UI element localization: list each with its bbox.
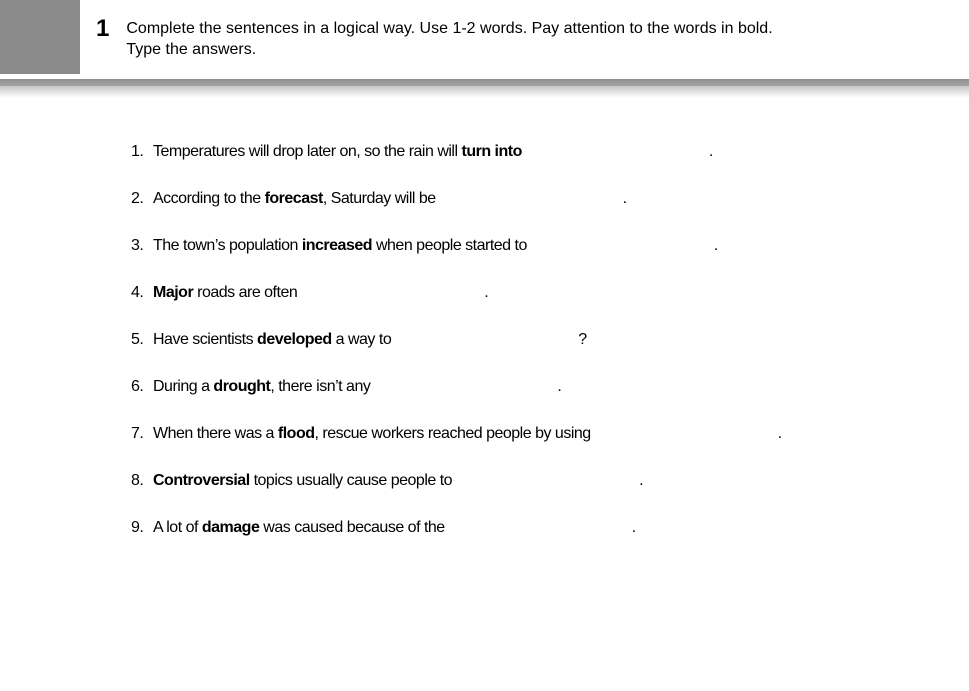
sentence-text-pre: When there was a bbox=[153, 425, 278, 442]
sentence-bold-word: increased bbox=[301, 237, 373, 254]
exercise-instructions bbox=[126, 18, 772, 60]
sentence-number: 3. bbox=[131, 237, 144, 254]
answer-input[interactable] bbox=[396, 329, 576, 351]
answer-input[interactable] bbox=[527, 141, 707, 163]
sentence-bold-word: forecast bbox=[264, 190, 323, 207]
sentence-number: 5. bbox=[131, 331, 144, 348]
answer-input[interactable] bbox=[532, 235, 712, 257]
sentence-text-post: , Saturday will be bbox=[322, 190, 436, 207]
sentence-text-pre: Temperatures will drop later on, so the rain will bbox=[153, 143, 462, 160]
sentence-end-punctuation: ? bbox=[578, 331, 587, 348]
answer-input[interactable] bbox=[375, 376, 555, 398]
sentence-end-punctuation: . bbox=[557, 378, 562, 395]
answer-input[interactable] bbox=[457, 470, 637, 492]
sentence-text-post: , rescue workers reached people by using bbox=[314, 425, 591, 442]
sentence-end-punctuation: . bbox=[622, 190, 627, 207]
sentence-number: 2. bbox=[131, 190, 144, 207]
sentence-number: 4. bbox=[131, 284, 144, 301]
sentence-bold-word: damage bbox=[201, 519, 260, 536]
sentence-item bbox=[131, 269, 782, 316]
answer-input[interactable] bbox=[302, 282, 482, 304]
answer-input[interactable] bbox=[441, 188, 621, 210]
sentence-bold-word: drought bbox=[213, 378, 271, 395]
sentence-text-post: roads are often bbox=[193, 284, 298, 301]
sentence-text-pre: Have scientists bbox=[153, 331, 258, 348]
sentence-number: 6. bbox=[131, 378, 144, 395]
sentence-end-punctuation: . bbox=[708, 143, 713, 160]
sentence-number: 8. bbox=[131, 472, 144, 489]
sentence-end-punctuation: . bbox=[484, 284, 489, 301]
sentence-text-pre: The town’s population bbox=[153, 237, 302, 254]
sentence-number: 7. bbox=[131, 425, 144, 442]
sentence-bold-word: turn into bbox=[461, 143, 522, 160]
sentence-item bbox=[131, 175, 782, 222]
sentence-item bbox=[131, 222, 782, 269]
sentence-text-pre: According to the bbox=[153, 190, 265, 207]
sentence-text-pre: During a bbox=[153, 378, 214, 395]
sentence-item bbox=[131, 410, 782, 457]
header-divider-bar bbox=[0, 79, 969, 86]
answer-input[interactable] bbox=[596, 423, 776, 445]
sentence-item bbox=[131, 504, 782, 551]
sentence-bold-word: Controversial bbox=[153, 472, 250, 489]
sentence-text-post: topics usually cause people to bbox=[249, 472, 453, 489]
sentence-text-post: a way to bbox=[331, 331, 392, 348]
sentence-text-post: , there isn’t any bbox=[270, 378, 371, 395]
sentence-text-post: was caused because of the bbox=[259, 519, 445, 536]
sentence-bold-word: Major bbox=[153, 284, 194, 301]
header-divider-shadow bbox=[0, 86, 969, 99]
sentence-text-pre: A lot of bbox=[153, 519, 202, 536]
corner-tab bbox=[0, 0, 80, 74]
sentence-end-punctuation: . bbox=[713, 237, 718, 254]
sentence-bold-word: developed bbox=[257, 331, 332, 348]
sentence-end-punctuation: . bbox=[631, 519, 636, 536]
answer-input[interactable] bbox=[450, 517, 630, 539]
exercise-number: 1 bbox=[96, 15, 110, 42]
sentence-end-punctuation: . bbox=[639, 472, 644, 489]
sentence-item bbox=[131, 128, 782, 175]
sentence-bold-word: flood bbox=[277, 425, 315, 442]
sentence-item bbox=[131, 363, 782, 410]
sentence-item bbox=[131, 457, 782, 504]
sentence-text-post: when people started to bbox=[372, 237, 527, 254]
instructions-line-1: Complete the sentences in a logical way. Use 1-2 words. Pay attention to the words in bold. bbox=[126, 20, 773, 37]
instructions-line-2: Type the answers. bbox=[126, 41, 257, 58]
header-content bbox=[96, 16, 773, 60]
sentence-number: 9. bbox=[131, 519, 144, 536]
sentence-item bbox=[131, 316, 782, 363]
sentence-number: 1. bbox=[131, 143, 144, 160]
sentence-end-punctuation: . bbox=[777, 425, 782, 442]
sentence-list bbox=[131, 128, 782, 551]
